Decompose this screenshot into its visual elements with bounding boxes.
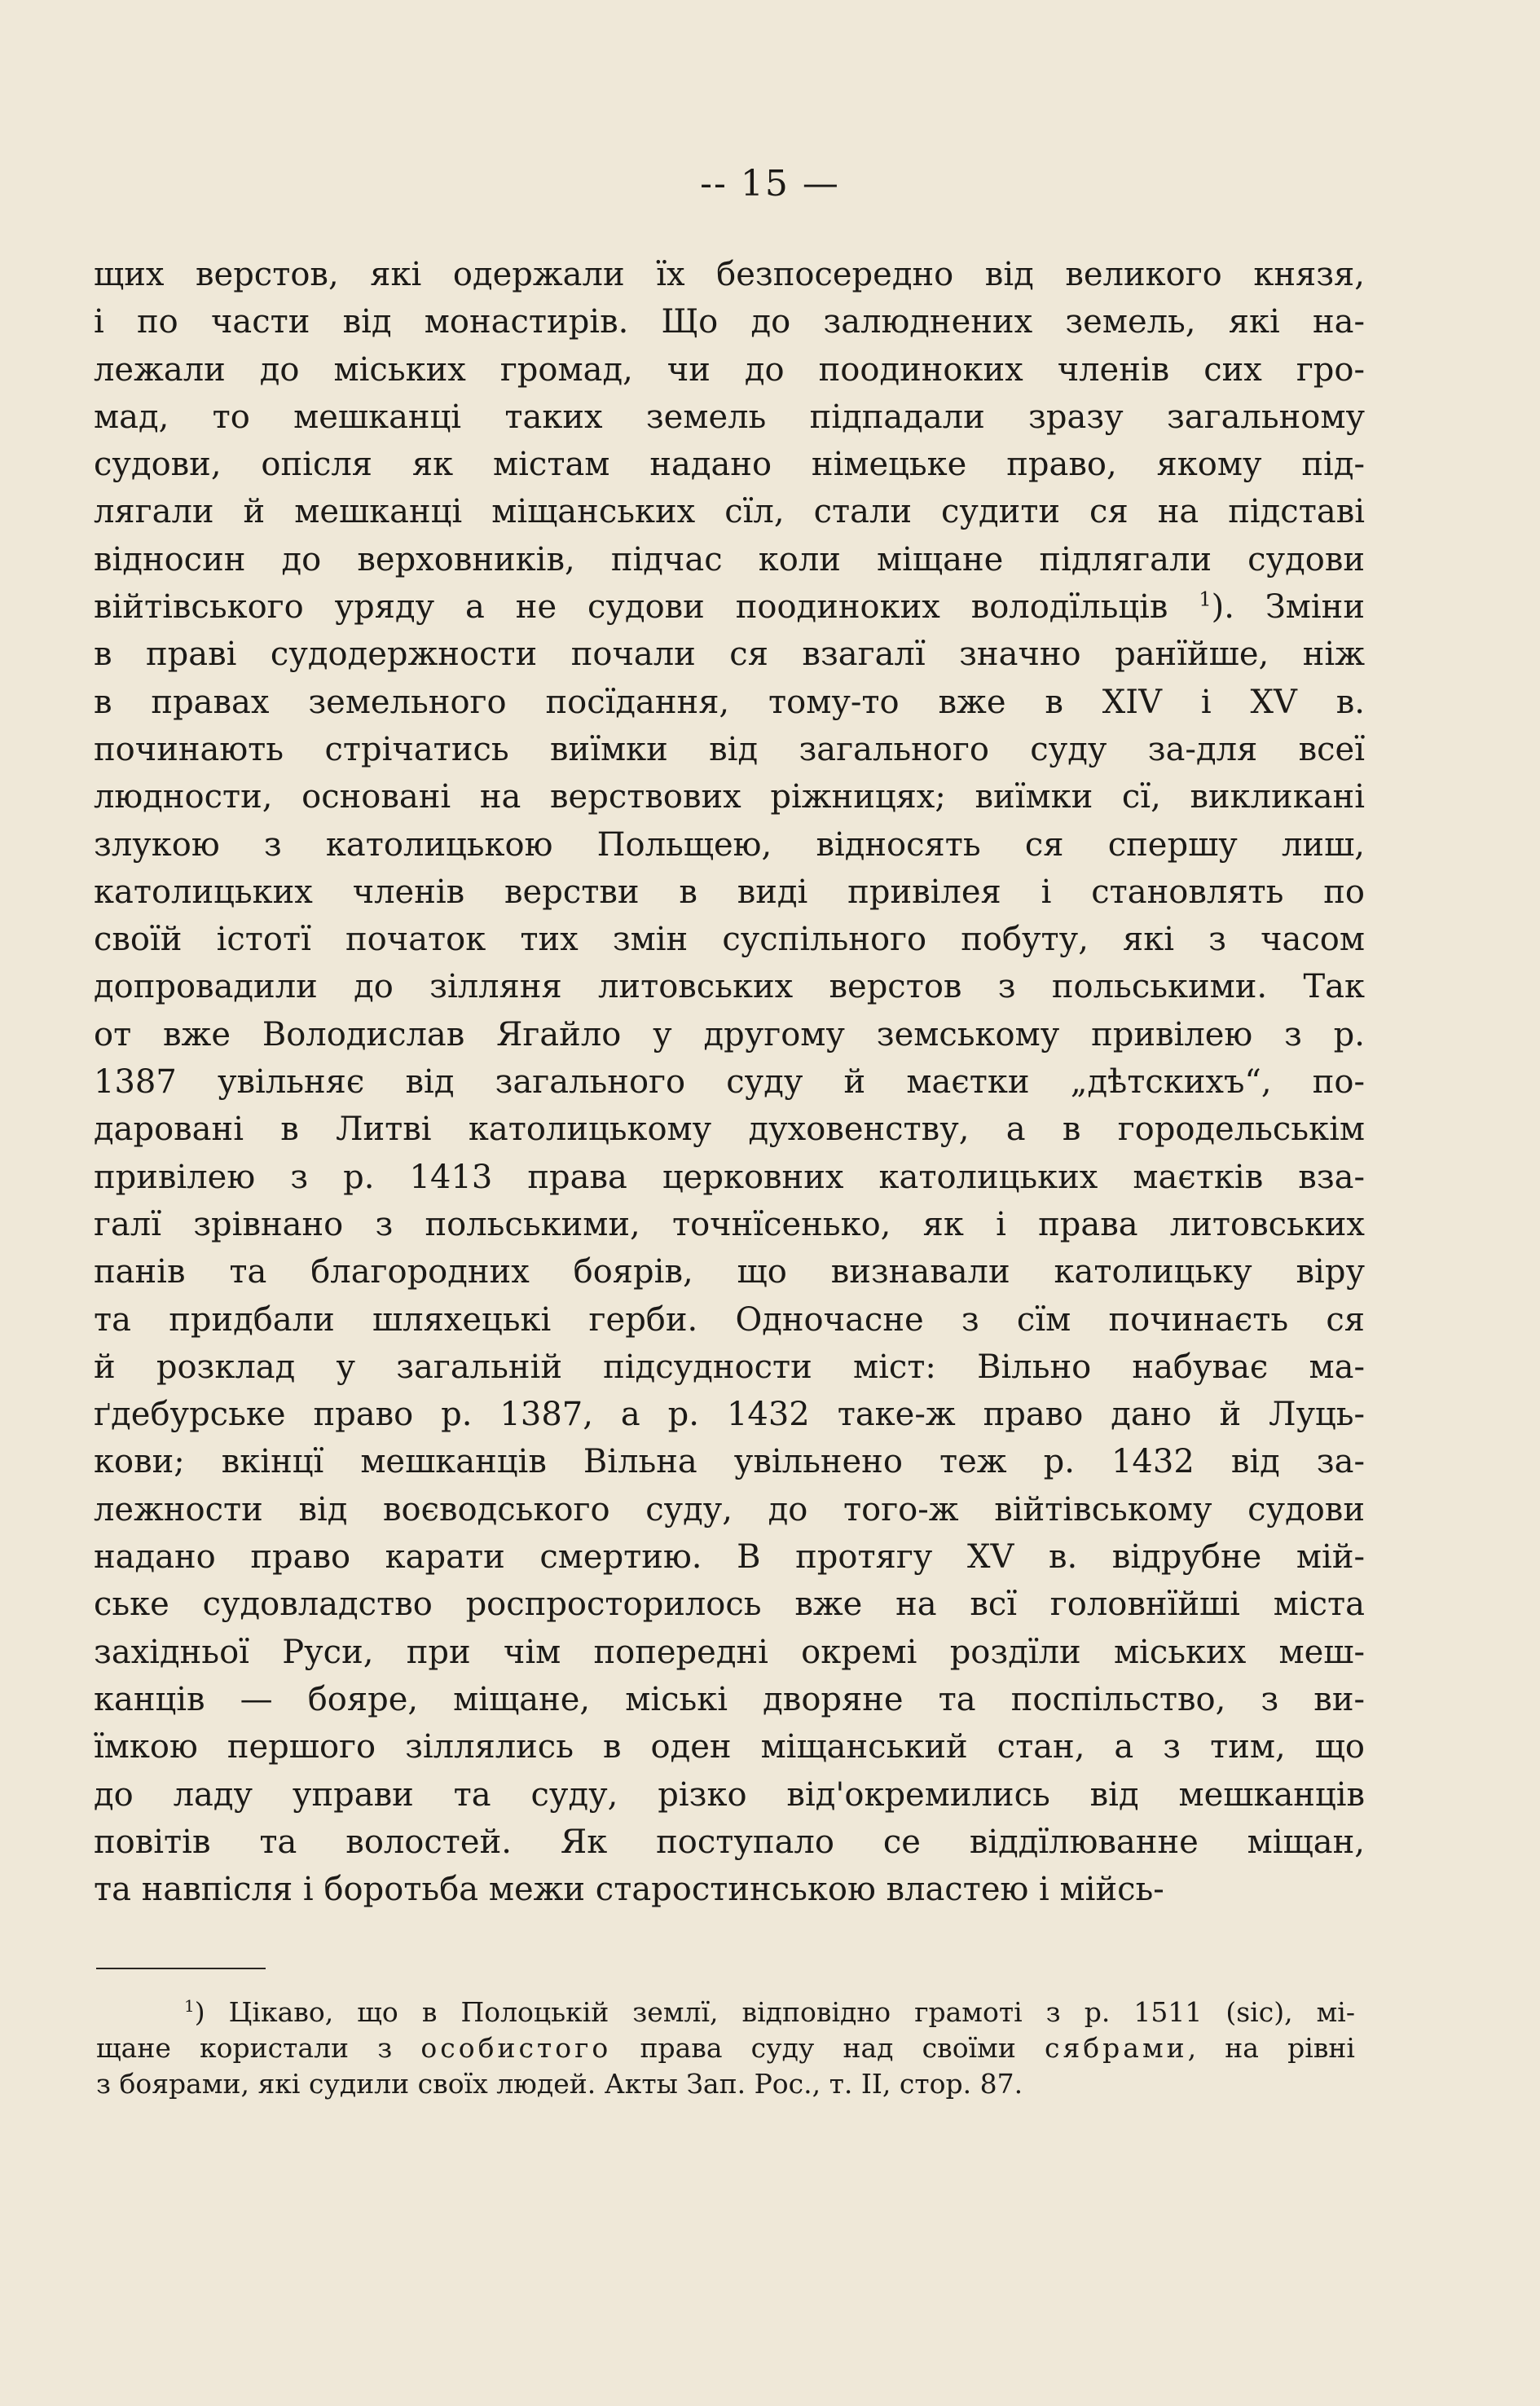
footnote-reference[interactable]: 1 xyxy=(1199,587,1212,611)
text-line: католицьких членів верстви в виді привілея і становлять по xyxy=(94,873,1365,911)
text-line: судови, опісля як містам надано німецьке право, якому під- xyxy=(94,446,1365,484)
text-line: й розклад у загальній підсудности міст: Вільно набуває ма- xyxy=(94,1348,1365,1386)
text-line: та придбали шляхецькі герби. Одночасне з сїм починаєть ся xyxy=(94,1300,1365,1339)
footnote-line xyxy=(96,2030,1355,2066)
footnote-text: ) Цікаво, що в Полоцькій землї, відповідно грамоті з р. 1511 (sic), мі- xyxy=(194,1996,1355,2028)
text-line: ґдебурське право р. 1387, а р. 1432 таке-ж право дано й Луць- xyxy=(94,1396,1365,1434)
text-line: даровані в Литві католицькому духовенству, а в городельськім xyxy=(94,1111,1365,1149)
text-line: в правах земельного посїдання, тому-то вже в XIV і XV в. xyxy=(94,683,1365,721)
text-line: привілею з р. 1413 права церковних католицьких маєтків вза- xyxy=(94,1158,1365,1196)
text-line-with-footnote-ref xyxy=(94,583,1365,631)
text-line: допровадили до зілляня литовських верстов з польськими. Так xyxy=(94,968,1365,1006)
footnote-marker: 1 xyxy=(184,1996,195,2016)
text-line: західньої Руси, при чім попередні окремі роздїли міських меш- xyxy=(94,1633,1365,1671)
text-line: в праві судодержности почали ся взагалї значно ранїйше, ніж xyxy=(94,636,1365,674)
text-fragment: ). Зміни xyxy=(1211,588,1366,627)
text-line: надано право карати смертию. В протягу XV в. відрубне мій- xyxy=(94,1538,1365,1577)
text-line: лягали й мешканці міщанських сїл, стали судити ся на підставі xyxy=(94,493,1365,531)
footnote-line: з боярами, які судили своїх людей. Акты Зап. Рос., т. II, стор. 87. xyxy=(96,2068,1023,2100)
text-line: кови; вкінцї мешканців Вільна увільнено теж р. 1432 від за- xyxy=(94,1443,1365,1481)
footnote xyxy=(96,1995,1355,2102)
text-line: от вже Володислав Ягайло у другому земському привілею з р. xyxy=(94,1015,1365,1053)
text-line: людности, основані на верствових ріжницях; виїмки сї, викликані xyxy=(94,778,1365,816)
text-line: лежали до міських громад, чи до поодиноких членів сих гро- xyxy=(94,350,1365,389)
text-line: канців — бояре, міщане, міські дворяне та поспільство, з ви- xyxy=(94,1680,1365,1718)
text-fragment: війтівського уряду а не судови поодиноких володїльців xyxy=(94,588,1168,627)
footnote-text: , на рівні xyxy=(1187,2032,1355,2064)
text-line: мад, то мешканці таких земель підпадали зразу загальному xyxy=(94,398,1365,436)
text-line: до ладу управи та суду, різко від'окремились від мешканців xyxy=(94,1775,1365,1814)
text-line: починають стрічатись виїмки від загального суду за-для всеї xyxy=(94,730,1365,768)
footnote-text: права суду над своїми xyxy=(640,2032,1016,2064)
text-line: відносин до верховників, підчас коли міщане підлягали судови xyxy=(94,540,1365,578)
footnote-text: щане користали з xyxy=(96,2032,393,2064)
text-line: їмкою першого зіллялись в оден міщанський стан, а з тим, що xyxy=(94,1728,1365,1766)
text-line: та навпісля і боротьба межи старостинською властею і мійсь- xyxy=(94,1871,1164,1909)
text-line: 1387 увільняє від загального суду й маєтки „дѣтскихъ“, по- xyxy=(94,1063,1365,1102)
footnote-emphasis: особистого xyxy=(420,2032,612,2064)
text-line: лежности від воєводського суду, до того-ж війтівському судови xyxy=(94,1490,1365,1528)
text-line: ське судовладство роспросторилось вже на всї головнїйші міста xyxy=(94,1586,1365,1624)
page-number: -- 15 — xyxy=(700,163,840,205)
footnote-divider xyxy=(96,1968,266,1969)
footnote-line xyxy=(96,1995,1355,2030)
text-line: і по части від монастирів. Що до залюднених земель, які на- xyxy=(94,303,1365,341)
text-line: панів та благородних боярів, що визнавали католицьку віру xyxy=(94,1253,1365,1291)
text-line: галї зрівнано з польськими, точнїсенько, як і права литовських xyxy=(94,1205,1365,1243)
main-text xyxy=(94,251,1365,1913)
text-line: злукою з католицькою Польщею, відносять ся спершу лиш, xyxy=(94,825,1365,864)
text-line: щих верстов, які одержали їх безпосередно від великого князя, xyxy=(94,256,1365,293)
footnote-emphasis: сябрами xyxy=(1045,2032,1188,2064)
text-line: своїй істотї початок тих змін суспільного побуту, які з часом xyxy=(94,921,1365,959)
text-line: повітів та волостей. Як поступало се віддїлюванне міщан, xyxy=(94,1823,1365,1861)
